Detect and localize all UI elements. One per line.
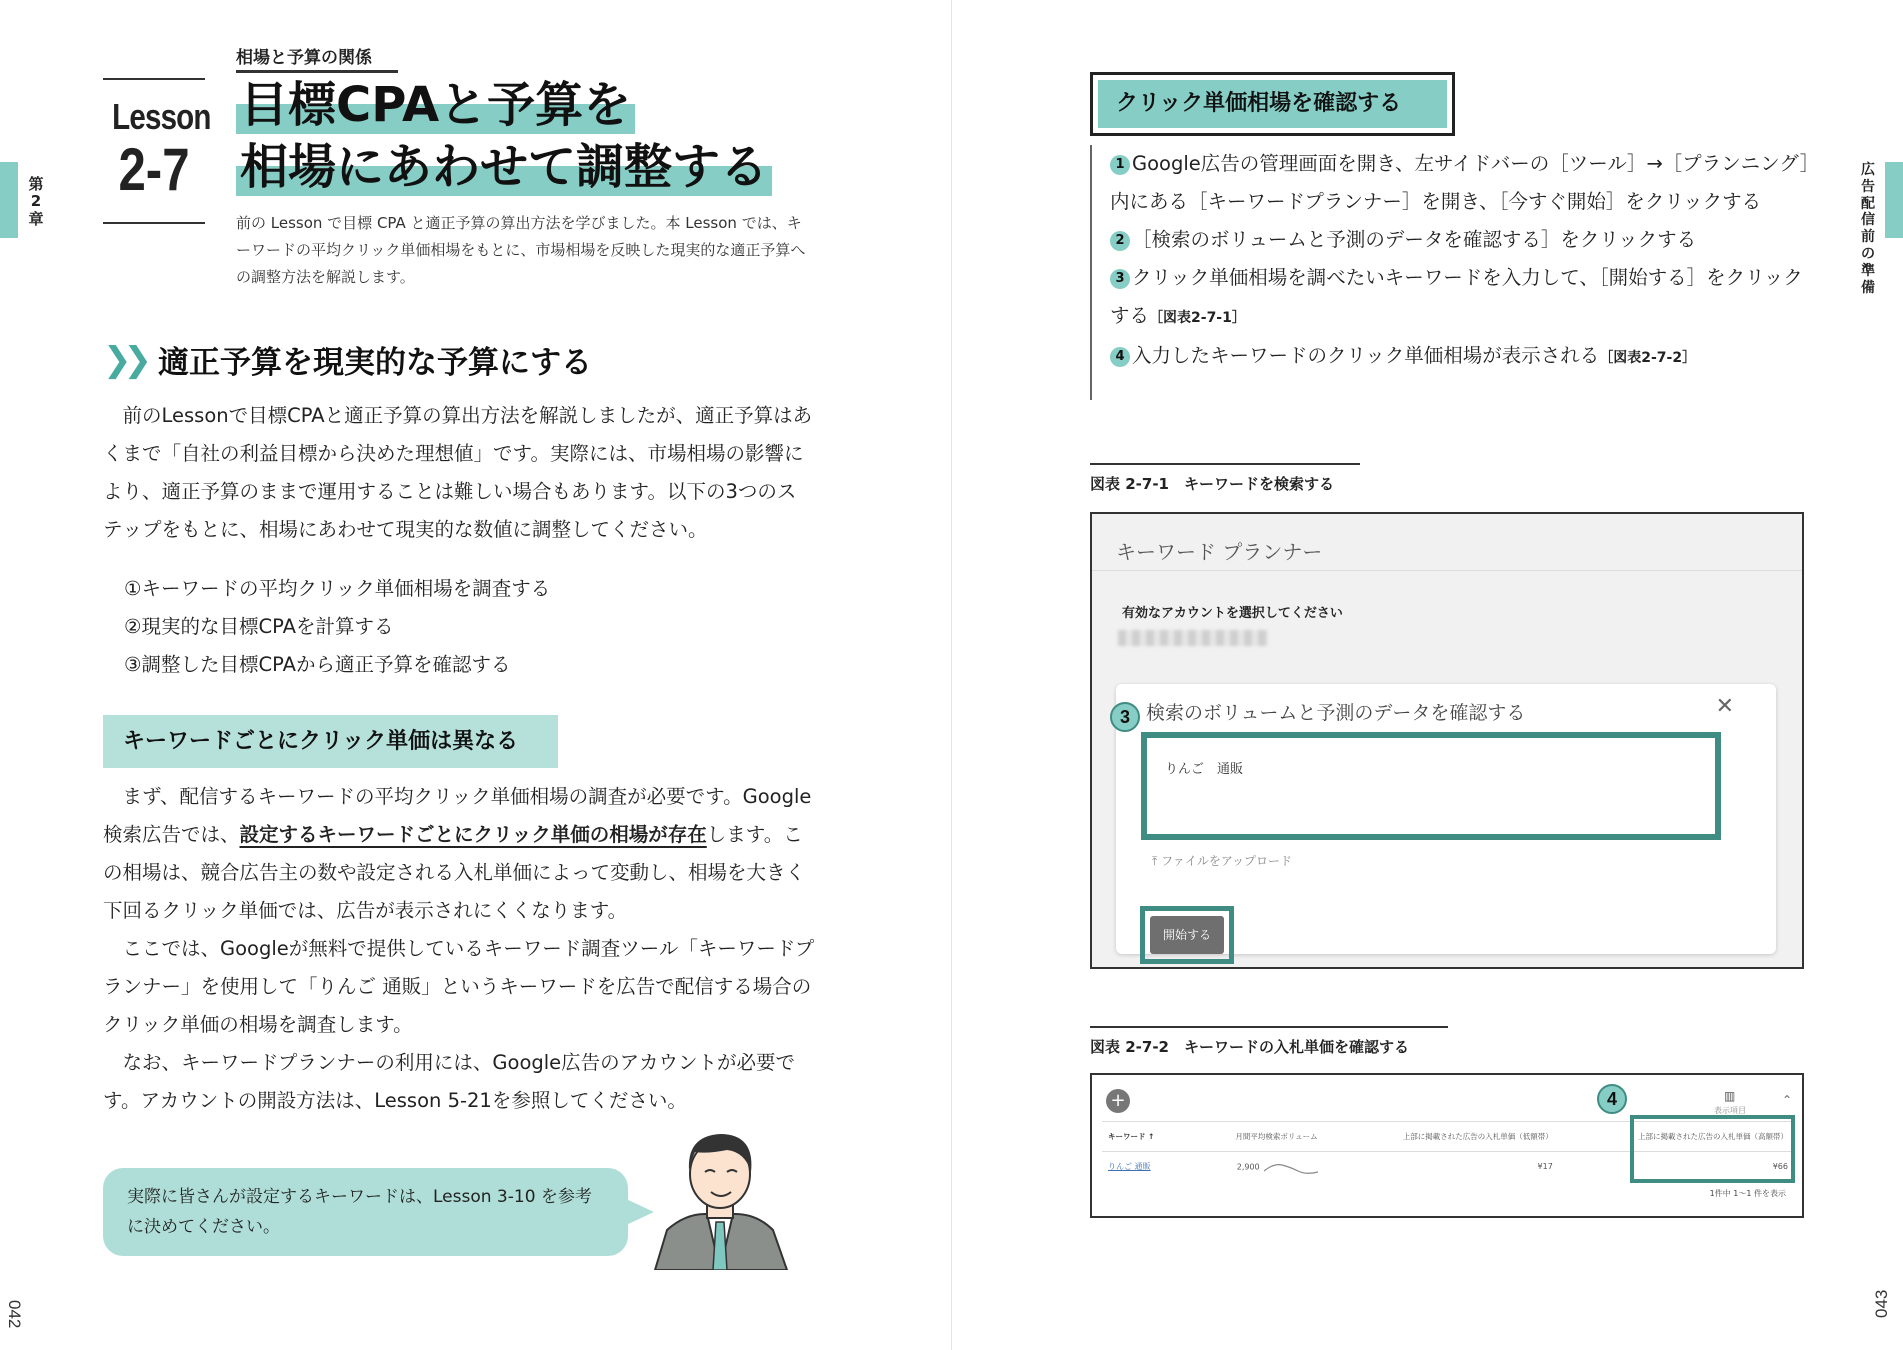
procedure-list	[1090, 145, 1810, 400]
paragraph-1: 前のLessonで目標CPAと適正予算の算出方法を解説しましたが、適正予算はあくまで「自社の利益目標から決めた理想値」です。実際には、市場相場の影響により、適正予算のままで運用することは難しい場合もあります。以下の3つのステップをもとに、相場にあわせて現実的な数値に調整してください。	[103, 404, 813, 541]
step-list	[124, 570, 550, 684]
step-item: ②現実的な目標CPAを計算する	[124, 615, 394, 638]
chapter-label-right: 広告配信前の準備	[1861, 162, 1875, 296]
procedure-step-text: 入力したキーワードのクリック単価相場が表示される	[1132, 344, 1600, 367]
columns-label: 表示項目	[1714, 1106, 1746, 1115]
step-heading-box	[1090, 72, 1455, 136]
step-heading: クリック単価相場を確認する	[1098, 80, 1447, 128]
lesson-title-line-1: 目標CPAと予算を	[236, 76, 635, 134]
column-header[interactable]: 上部に掲載された広告の入札単価（低額帯）	[1324, 1122, 1559, 1152]
lesson-number: 2-7	[118, 136, 190, 203]
columns-icon[interactable]: ▥	[1724, 1089, 1736, 1103]
presenter-illustration	[645, 1122, 795, 1270]
start-button[interactable]: 開始する	[1150, 916, 1224, 954]
plus-icon[interactable]: +	[1106, 1089, 1130, 1113]
upload-icon: ⤒	[1152, 854, 1158, 868]
procedure-step	[1110, 145, 1810, 221]
procedure-step-text: ［検索のボリュームと予測のデータを確認する］をクリックする	[1132, 228, 1697, 251]
account-select-redacted[interactable]	[1118, 630, 1268, 646]
page-number-right: 043	[1872, 1289, 1891, 1318]
search-volume-dialog	[1116, 684, 1776, 954]
step-number-badge: 3	[1110, 269, 1130, 289]
page-gutter	[951, 0, 952, 1350]
volume-value: 2,900	[1236, 1162, 1260, 1172]
chapter-tab-left	[0, 162, 18, 238]
figure-2-screenshot	[1090, 1073, 1804, 1218]
close-icon[interactable]: ✕	[1715, 694, 1734, 719]
step-number-badge: 4	[1110, 347, 1130, 367]
section-heading	[103, 337, 592, 382]
paragraph-2-emphasis: 設定するキーワードごとにクリック単価の相場が存在	[239, 823, 707, 846]
procedure-step	[1110, 337, 1810, 377]
speech-bubble: 実際に皆さんが設定するキーワードは、Lesson 3-10 を参考に決めてください。	[103, 1168, 628, 1256]
paragraph-2	[103, 778, 815, 930]
volume-cell	[1187, 1152, 1324, 1182]
paragraph-3: ここでは、Googleが無料で提供しているキーワード調査ツール「キーワードプランナー」を使用して「りんご 通販」というキーワードを広告で配信する場合のクリック単価の相場を調査します。	[103, 937, 815, 1036]
procedure-step-text: クリック単価相場を調べたいキーワードを入力して、［開始する］をクリックする	[1110, 266, 1803, 327]
paragraph-2-lead: まず、配信するキーワードの平均クリック単価相場の調査が必要です。Google検索広告では、	[103, 785, 812, 846]
paragraph-2-tail: します。この相場は、競合広告主の数や設定される入札単価によって変動し、相場を大きく下回るクリック単価では、広告が表示されにくくなります。	[103, 823, 806, 922]
double-chevron-icon: ❯❯	[103, 339, 144, 380]
body-block	[103, 778, 815, 1120]
chevron-up-icon[interactable]: ⌃	[1782, 1093, 1793, 1107]
step-number-badge: 2	[1110, 231, 1130, 251]
figure-1-screenshot	[1090, 512, 1804, 969]
lesson-intro: 前の Lesson で目標 CPA と適正予算の算出方法を学びました。本 Lesson では、キーワードの平均クリック単価相場をもとに、市場相場を反映した現実的な適正予算への調整方法を解説します。	[236, 214, 806, 286]
column-header[interactable]: 月間平均検索ボリューム	[1187, 1122, 1324, 1152]
lesson-badge	[103, 78, 211, 224]
bid-low-cell: ¥17	[1324, 1152, 1559, 1182]
upload-label: ファイルをアップロード	[1161, 854, 1293, 868]
upload-link[interactable]	[1152, 852, 1292, 869]
chapter-tab-right	[1885, 162, 1903, 238]
kicker-rule	[236, 70, 398, 73]
subheading: キーワードごとにクリック単価は異なる	[103, 715, 558, 768]
column-header[interactable]: キーワード ↑	[1102, 1122, 1187, 1152]
figure-reference: ［図表2-7-1］	[1149, 310, 1246, 326]
keyword-input[interactable]: りんご 通販	[1141, 732, 1721, 840]
account-select-label: 有効なアカウントを選択してください	[1122, 606, 1343, 621]
step-item: ③調整した目標CPAから適正予算を確認する	[124, 653, 511, 676]
lesson-word: Lesson	[112, 96, 211, 137]
figure-reference: ［図表2-7-2］	[1599, 350, 1697, 366]
dialog-title: 検索のボリュームと予測のデータを確認する	[1146, 702, 1526, 724]
callout-badge-4: 4	[1597, 1084, 1627, 1114]
high-bid-column-highlight	[1630, 1115, 1795, 1183]
callout-badge-3: 3	[1110, 702, 1140, 732]
bid-high-cell: ¥66	[1559, 1152, 1794, 1182]
step-number-badge: 1	[1110, 155, 1130, 175]
step-item: ①キーワードの平均クリック単価相場を調査する	[124, 577, 551, 600]
procedure-step-text: Google広告の管理画面を開き、左サイドバーの［ツール］→［プランニング］内にある［キーワードプランナー］を開き、［今すぐ開始］をクリックする	[1110, 152, 1810, 213]
start-button-highlight	[1140, 906, 1234, 964]
lesson-kicker: 相場と予算の関係	[236, 48, 372, 68]
chapter-label-left: 第2章	[28, 175, 44, 228]
pagination-summary: 1件中 1〜1 件を表示	[1709, 1189, 1786, 1198]
keyword-cell[interactable]: りんご 通販	[1102, 1152, 1187, 1182]
lesson-title-line-2: 相場にあわせて調整する	[236, 138, 772, 196]
procedure-step	[1110, 221, 1810, 259]
trend-sparkline	[1264, 1159, 1318, 1175]
header-divider	[1092, 570, 1802, 571]
page-number-left: 042	[5, 1300, 24, 1329]
column-header[interactable]: 上部に掲載された広告の入札単価（高額帯）	[1559, 1122, 1794, 1152]
keyword-planner-title: キーワード プランナー	[1116, 540, 1323, 564]
paragraph-4: なお、キーワードプランナーの利用には、Google広告のアカウントが必要です。アカウントの開設方法は、Lesson 5-21を参照してください。	[103, 1051, 795, 1112]
figure-2-caption: 図表 2-7-2 キーワードの入札単価を確認する	[1090, 1026, 1448, 1057]
figure-1-caption: 図表 2-7-1 キーワードを検索する	[1090, 463, 1360, 494]
procedure-step	[1110, 259, 1810, 337]
section-title: 適正予算を現実的な予算にする	[157, 345, 592, 381]
